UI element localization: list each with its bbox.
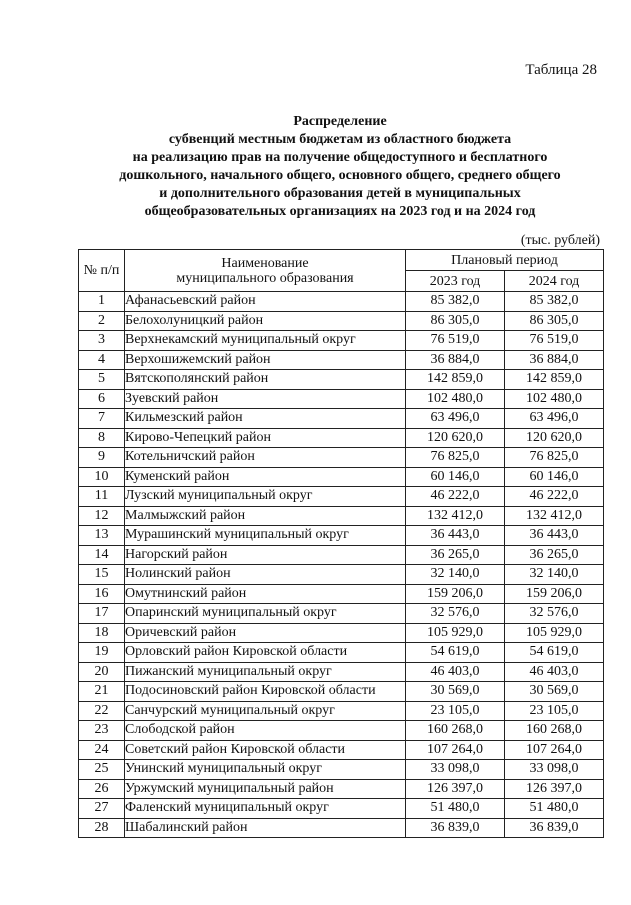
table-body (79, 292, 604, 838)
table-row (79, 643, 604, 663)
amount-2023: 132 412,0 (406, 506, 505, 526)
table-row (79, 350, 604, 370)
row-number: 17 (79, 604, 125, 624)
table-row (79, 604, 604, 624)
row-number: 22 (79, 701, 125, 721)
amount-2024: 160 268,0 (505, 721, 604, 741)
table-row (79, 487, 604, 507)
row-number: 26 (79, 779, 125, 799)
amount-2023: 36 443,0 (406, 526, 505, 546)
header-year-2023: 2023 год (406, 271, 505, 292)
header-num: № п/п (79, 250, 125, 292)
row-number: 28 (79, 818, 125, 838)
municipality-name: Санчурский муниципальный округ (125, 701, 406, 721)
municipality-name: Зуевский район (125, 389, 406, 409)
row-number: 4 (79, 350, 125, 370)
header-name-line2: муниципального образования (176, 270, 354, 286)
subvention-table (78, 249, 604, 838)
amount-2024: 46 222,0 (505, 487, 604, 507)
row-number: 14 (79, 545, 125, 565)
amount-2023: 23 105,0 (406, 701, 505, 721)
municipality-name: Омутнинский район (125, 584, 406, 604)
table-row (79, 448, 604, 468)
title-line: дошкольного, начального общего, основного общего, среднего общего (119, 168, 561, 183)
municipality-name: Орловский район Кировской области (125, 643, 406, 663)
amount-2024: 63 496,0 (505, 409, 604, 429)
municipality-name: Белохолуницкий район (125, 311, 406, 331)
amount-2024: 23 105,0 (505, 701, 604, 721)
amount-2024: 126 397,0 (505, 779, 604, 799)
amount-2024: 132 412,0 (505, 506, 604, 526)
row-number: 12 (79, 506, 125, 526)
title-line: общеобразовательных организациях на 2023 год и на 2024 год (144, 204, 536, 219)
header-period: Плановый период (406, 250, 604, 271)
municipality-name: Верхошижемский район (125, 350, 406, 370)
title-line: на реализацию прав на получение общедоступного и бесплатного (132, 150, 548, 165)
amount-2024: 105 929,0 (505, 623, 604, 643)
table-row (79, 409, 604, 429)
municipality-name: Оричевский район (125, 623, 406, 643)
amount-2023: 32 576,0 (406, 604, 505, 624)
row-number: 1 (79, 292, 125, 312)
amount-2023: 63 496,0 (406, 409, 505, 429)
header-year-2024: 2024 год (505, 271, 604, 292)
amount-2024: 159 206,0 (505, 584, 604, 604)
amount-2024: 46 403,0 (505, 662, 604, 682)
amount-2024: 36 265,0 (505, 545, 604, 565)
amount-2023: 76 825,0 (406, 448, 505, 468)
municipality-name: Советский район Кировской области (125, 740, 406, 760)
row-number: 3 (79, 331, 125, 351)
amount-2024: 32 140,0 (505, 565, 604, 585)
amount-2024: 85 382,0 (505, 292, 604, 312)
table-row (79, 682, 604, 702)
table-row (79, 740, 604, 760)
municipality-name: Лузский муниципальный округ (125, 487, 406, 507)
title-line: и дополнительного образования детей в муниципальных (159, 186, 521, 201)
amount-2024: 54 619,0 (505, 643, 604, 663)
row-number: 8 (79, 428, 125, 448)
amount-2023: 126 397,0 (406, 779, 505, 799)
municipality-name: Куменский район (125, 467, 406, 487)
amount-2023: 36 884,0 (406, 350, 505, 370)
row-number: 5 (79, 370, 125, 390)
municipality-name: Уржумский муниципальный район (125, 779, 406, 799)
amount-2024: 86 305,0 (505, 311, 604, 331)
amount-2024: 120 620,0 (505, 428, 604, 448)
row-number: 18 (79, 623, 125, 643)
row-number: 25 (79, 760, 125, 780)
title-line: субвенций местным бюджетам из областного бюджета (168, 132, 512, 147)
table-row (79, 818, 604, 838)
amount-2023: 32 140,0 (406, 565, 505, 585)
row-number: 20 (79, 662, 125, 682)
amount-2023: 105 929,0 (406, 623, 505, 643)
amount-2023: 36 839,0 (406, 818, 505, 838)
table-row (79, 799, 604, 819)
row-number: 16 (79, 584, 125, 604)
table-row (79, 311, 604, 331)
amount-2023: 107 264,0 (406, 740, 505, 760)
table-row (79, 760, 604, 780)
municipality-name: Шабалинский район (125, 818, 406, 838)
amount-2024: 102 480,0 (505, 389, 604, 409)
municipality-name: Кильмезский район (125, 409, 406, 429)
municipality-name: Подосиновский район Кировской области (125, 682, 406, 702)
municipality-name: Нагорский район (125, 545, 406, 565)
row-number: 21 (79, 682, 125, 702)
amount-2023: 120 620,0 (406, 428, 505, 448)
municipality-name: Афанасьевский район (125, 292, 406, 312)
amount-2023: 86 305,0 (406, 311, 505, 331)
amount-2023: 60 146,0 (406, 467, 505, 487)
municipality-name: Мурашинский муниципальный округ (125, 526, 406, 546)
amount-2023: 30 569,0 (406, 682, 505, 702)
row-number: 11 (79, 487, 125, 507)
municipality-name: Верхнекамский муниципальный округ (125, 331, 406, 351)
row-number: 13 (79, 526, 125, 546)
header-name-line1: Наименование (221, 255, 309, 271)
document-title (60, 113, 620, 221)
amount-2024: 107 264,0 (505, 740, 604, 760)
amount-2024: 30 569,0 (505, 682, 604, 702)
header-name (125, 250, 406, 292)
table-row (79, 721, 604, 741)
table-row (79, 428, 604, 448)
row-number: 15 (79, 565, 125, 585)
row-number: 6 (79, 389, 125, 409)
municipality-name: Фаленский муниципальный округ (125, 799, 406, 819)
amount-2023: 85 382,0 (406, 292, 505, 312)
amount-2024: 76 825,0 (505, 448, 604, 468)
amount-2023: 36 265,0 (406, 545, 505, 565)
table-row (79, 545, 604, 565)
municipality-name: Унинский муниципальный округ (125, 760, 406, 780)
table-row (79, 292, 604, 312)
table-row (79, 331, 604, 351)
municipality-name: Опаринский муниципальный округ (125, 604, 406, 624)
table-row (79, 662, 604, 682)
amount-2023: 46 403,0 (406, 662, 505, 682)
table-row (79, 526, 604, 546)
table-row (79, 584, 604, 604)
table-row (79, 779, 604, 799)
row-number: 24 (79, 740, 125, 760)
amount-2023: 102 480,0 (406, 389, 505, 409)
amount-2024: 76 519,0 (505, 331, 604, 351)
municipality-name: Нолинский район (125, 565, 406, 585)
row-number: 27 (79, 799, 125, 819)
amount-2023: 159 206,0 (406, 584, 505, 604)
amount-2024: 32 576,0 (505, 604, 604, 624)
municipality-name: Пижанский муниципальный округ (125, 662, 406, 682)
amount-2024: 51 480,0 (505, 799, 604, 819)
table-row (79, 623, 604, 643)
amount-2024: 60 146,0 (505, 467, 604, 487)
table-row (79, 467, 604, 487)
amount-2023: 54 619,0 (406, 643, 505, 663)
amount-2023: 51 480,0 (406, 799, 505, 819)
table-row (79, 701, 604, 721)
row-number: 2 (79, 311, 125, 331)
municipality-name: Котельничский район (125, 448, 406, 468)
row-number: 19 (79, 643, 125, 663)
table-row (79, 370, 604, 390)
amount-2024: 36 839,0 (505, 818, 604, 838)
municipality-name: Малмыжский район (125, 506, 406, 526)
amount-2023: 142 859,0 (406, 370, 505, 390)
municipality-name: Вятскополянский район (125, 370, 406, 390)
title-line: Распределение (293, 114, 387, 129)
amount-2023: 76 519,0 (406, 331, 505, 351)
amount-2023: 46 222,0 (406, 487, 505, 507)
row-number: 10 (79, 467, 125, 487)
row-number: 7 (79, 409, 125, 429)
municipality-name: Кирово-Чепецкий район (125, 428, 406, 448)
amount-2024: 142 859,0 (505, 370, 604, 390)
units-label: (тыс. рублей) (520, 233, 600, 248)
amount-2024: 33 098,0 (505, 760, 604, 780)
table-row (79, 506, 604, 526)
amount-2023: 33 098,0 (406, 760, 505, 780)
amount-2023: 160 268,0 (406, 721, 505, 741)
municipality-name: Слободской район (125, 721, 406, 741)
row-number: 23 (79, 721, 125, 741)
amount-2024: 36 443,0 (505, 526, 604, 546)
table-row (79, 389, 604, 409)
amount-2024: 36 884,0 (505, 350, 604, 370)
table-number-label: Таблица 28 (525, 62, 597, 78)
table-row (79, 565, 604, 585)
row-number: 9 (79, 448, 125, 468)
